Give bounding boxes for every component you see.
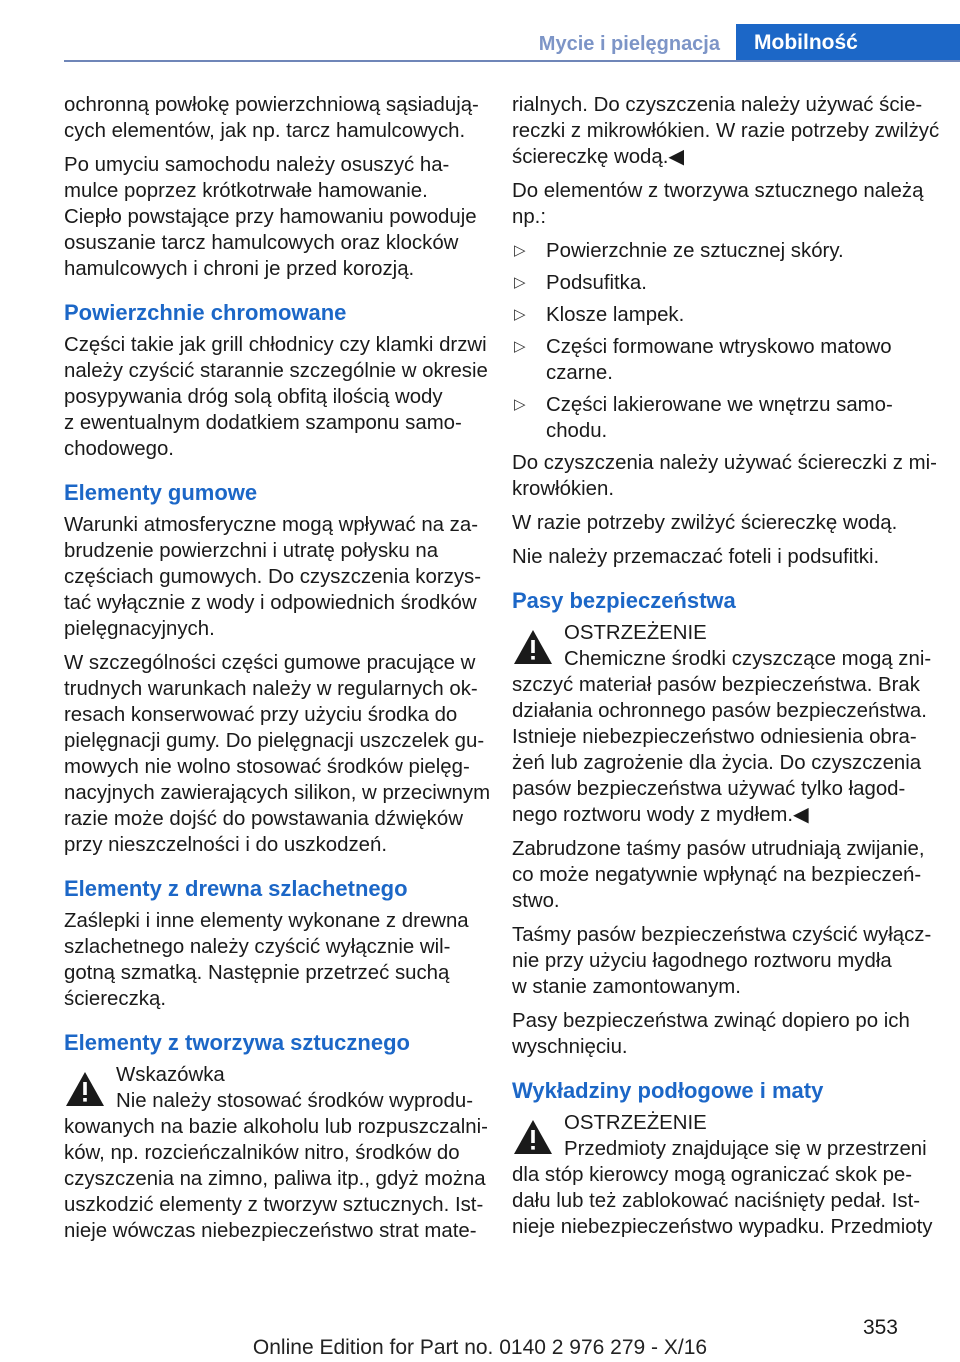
text-line: Taśmy pasów bezpieczeństwa czyścić wyłącz‐ [512, 924, 932, 946]
list-item-text: Części lakierowane we wnętrzu samo‐ [546, 394, 893, 416]
text-line: cych elementów, jak np. tarcz hamulcowych. [64, 120, 466, 142]
edition-line: Online Edition for Part no. 0140 2 976 279 - X/16 [252, 1336, 708, 1359]
bullet-triangle-icon: ▷ [514, 242, 526, 259]
page-footer [0, 1300, 960, 1362]
bullet-triangle-icon: ▷ [514, 306, 526, 323]
warning-text-cont [512, 672, 928, 828]
text-line: co może negatywnie wpłynąć na bezpieczeń‐ [512, 864, 922, 886]
text-line: dla stóp kierowcy mogą ograniczać skok pe‐ [512, 1164, 913, 1186]
text-line: Istnieje niebezpieczeństwo odniesienia obra‐ [512, 726, 917, 748]
list-item [512, 238, 928, 264]
text-line: Przedmioty znajdujące się w przestrzeni [564, 1138, 927, 1160]
text-line: osuszanie tarcz hamulcowych oraz klocków [64, 232, 459, 254]
text-line: W szczególności części gumowe pracujące w [64, 652, 476, 674]
paragraph [64, 332, 488, 462]
text-line: pielęgnacyjnych. [64, 618, 215, 640]
text-line: z ewentualnym dodatkiem szamponu samo‐ [64, 412, 462, 434]
paragraph [512, 510, 928, 536]
section-tab-prev[interactable]: Mycie i pielęgnacja [538, 32, 720, 55]
text-line: ściereczkę wodą.◀ [512, 146, 685, 168]
paragraph [64, 908, 480, 1012]
warning-text [512, 646, 932, 672]
text-line: rialnych. Do czyszczenia należy używać ście‐ [512, 94, 923, 116]
warning-text-cont [512, 1162, 933, 1240]
text-line: Części takie jak grill chłodnicy czy klamki drzwi [64, 334, 487, 356]
text-line: żeń lub zagrożenie dla życia. Do czyszczenia [512, 752, 922, 774]
section-tab-active[interactable]: Mobilność [736, 24, 960, 62]
warning-title: OSTRZEŻENIE [564, 622, 707, 644]
text-line: Chemiczne środki czyszczące mogą zni‐ [564, 648, 932, 670]
text-line: należy czyścić starannie szczególnie w okresie [64, 360, 488, 382]
list-item-text: czarne. [546, 362, 613, 384]
paragraph [512, 1008, 928, 1060]
text-line: uszkodzić elementy z tworzyw sztucznych. Ist‐ [64, 1194, 484, 1216]
warning-triangle-icon [512, 1118, 554, 1156]
warning-triangle-icon [512, 628, 554, 666]
text-line: Ciepło powstające przy hamowaniu powoduje [64, 206, 477, 228]
warning-triangle-icon [64, 1070, 106, 1108]
heading-floor-mats: Wykładziny podłogowe i maty [512, 1078, 824, 1103]
text-line: Warunki atmosferyczne mogą wpływać na za‐ [64, 514, 479, 536]
warning-block-mats [512, 1110, 933, 1240]
text-line: dału lub też zablokować naciśnięty pedał. Ist‐ [512, 1190, 921, 1212]
text-line: trudnych warunkach należy w regularnych ok‐ [64, 678, 478, 700]
text-line: ściereczką. [64, 988, 166, 1010]
text-line: reczki z mikrowłókien. W razie potrzeby zwilżyć [512, 120, 940, 142]
left-column [64, 92, 491, 1252]
text-line: Po umyciu samochodu należy osuszyć ha‐ [64, 154, 450, 176]
heading-rubber-parts: Elementy gumowe [64, 480, 258, 505]
text-line: przy nieszczelności i do uszkodzeń. [64, 834, 388, 856]
text-line: czyszczenia na zimno, paliwa itp., gdyż można [64, 1168, 486, 1190]
paragraph [64, 512, 480, 642]
paragraph [512, 922, 932, 1000]
text-line: mulce poprzez krótkotrwałe hamowanie. [64, 180, 428, 202]
paragraph [64, 152, 480, 282]
paragraph [512, 836, 928, 914]
text-line: kowanych na bazie alkoholu lub rozpuszczalni‐ [64, 1116, 488, 1138]
text-line: szlachetnego należy czyścić wyłącznie wil‐ [64, 936, 451, 958]
text-line: tać wyłącznie z wody i odpowiednich środków [64, 592, 477, 614]
paragraph [64, 92, 480, 144]
text-line: Zaślepki i inne elementy wykonane z drewna [64, 910, 469, 932]
warning-text [512, 1136, 928, 1162]
text-line: Do elementów z tworzywa sztucznego należą [512, 180, 924, 202]
text-line: mowych nie wolno stosować środków pielęg‐ [64, 756, 470, 778]
text-line: Pasy bezpieczeństwa zwinąć dopiero po ich [512, 1010, 910, 1032]
text-line: pielęgnacji gumy. Do pielęgnacji uszczelek gu‐ [64, 730, 485, 752]
note-title: Wskazówka [116, 1064, 225, 1086]
right-column [512, 92, 940, 1248]
list-item [512, 392, 928, 444]
text-line: szczyć materiał pasów bezpieczeństwa. Brak [512, 674, 920, 696]
warning-block-belts [512, 620, 932, 828]
heading-chrome-surfaces: Powierzchnie chromowane [64, 300, 347, 325]
list-item-text: Klosze lampek. [546, 304, 685, 326]
text-line: nacyjnych zawierających silikon, w przeciwnym [64, 782, 491, 804]
text-line: krowłókien. [512, 478, 614, 500]
note-text-cont [64, 1114, 488, 1244]
text-line: nieje niebezpieczeństwo wypadku. Przedmioty [512, 1216, 933, 1238]
text-line: hamulcowych i chroni je przed korozją. [64, 258, 415, 280]
text-line: ków, np. rozcieńczalników nitro, środków do [64, 1142, 460, 1164]
text-line: częściach gumowych. Do czyszczenia korzys‐ [64, 566, 482, 588]
paragraph [512, 178, 928, 230]
paragraph [64, 650, 491, 858]
bullet-triangle-icon: ▷ [514, 338, 526, 355]
list-item-text: chodu. [546, 420, 608, 442]
text-line: razie może dojść do powstawania dźwięków [64, 808, 463, 830]
text-line: wyschnięciu. [512, 1036, 628, 1058]
paragraph [512, 544, 928, 570]
text-line: w stanie zamontowanym. [512, 976, 741, 998]
heading-fine-wood: Elementy z drewna szlachetnego [64, 876, 408, 901]
list-item [512, 270, 928, 296]
text-line: Do czyszczenia należy używać ściereczki z mi‐ [512, 452, 937, 474]
list-item-text: Powierzchnie ze sztucznej skóry. [546, 240, 844, 262]
text-line: ochronną powłokę powierzchniową sąsiadują‐ [64, 94, 479, 116]
note-block [64, 1062, 488, 1244]
note-text [64, 1088, 480, 1114]
list-item [512, 334, 928, 386]
paragraph [512, 450, 937, 502]
text-line: posypywania dróg solą obfitą ilością wody [64, 386, 443, 408]
bullet-triangle-icon: ▷ [514, 396, 526, 413]
bullet-triangle-icon: ▷ [514, 274, 526, 291]
text-line: Nie należy stosować środków wyprodu‐ [116, 1090, 473, 1112]
text-line: gotną szmatką. Następnie przetrzeć suchą [64, 962, 450, 984]
text-line: nieje wówczas niebezpieczeństwo strat mate‐ [64, 1220, 477, 1242]
text-line: pasów bezpieczeństwa używać tylko łagod‐ [512, 778, 906, 800]
warning-title: OSTRZEŻENIE [564, 1112, 707, 1134]
header-rule [64, 60, 960, 62]
page-header [0, 0, 960, 62]
heading-plastic-parts: Elementy z tworzywa sztucznego [64, 1030, 410, 1055]
text-line: W razie potrzeby zwilżyć ściereczkę wodą. [512, 512, 898, 534]
text-line: Nie należy przemaczać foteli i podsufitki. [512, 546, 880, 568]
plastic-parts-list [512, 238, 928, 444]
text-line: brudzenie powierzchni i utratę połysku na [64, 540, 439, 562]
text-line: chodowego. [64, 438, 174, 460]
text-line: resach konserwować przy użyciu środka do [64, 704, 458, 726]
paragraph [512, 92, 940, 170]
text-line: nie przy użyciu łagodnego roztworu mydła [512, 950, 892, 972]
list-item-text: Podsufitka. [546, 272, 647, 294]
text-line: np.: [512, 206, 547, 228]
text-line: stwo. [512, 890, 560, 912]
text-line: Zabrudzone taśmy pasów utrudniają zwijanie, [512, 838, 925, 860]
list-item-text: Części formowane wtryskowo matowo [546, 336, 892, 358]
text-line: nego roztworu wody z mydłem.◀ [512, 804, 809, 826]
text-line: działania ochronnego pasów bezpieczeństwa. [512, 700, 927, 722]
list-item [512, 302, 928, 328]
heading-seat-belts: Pasy bezpieczeństwa [512, 588, 736, 613]
page-number: 353 [862, 1316, 898, 1339]
